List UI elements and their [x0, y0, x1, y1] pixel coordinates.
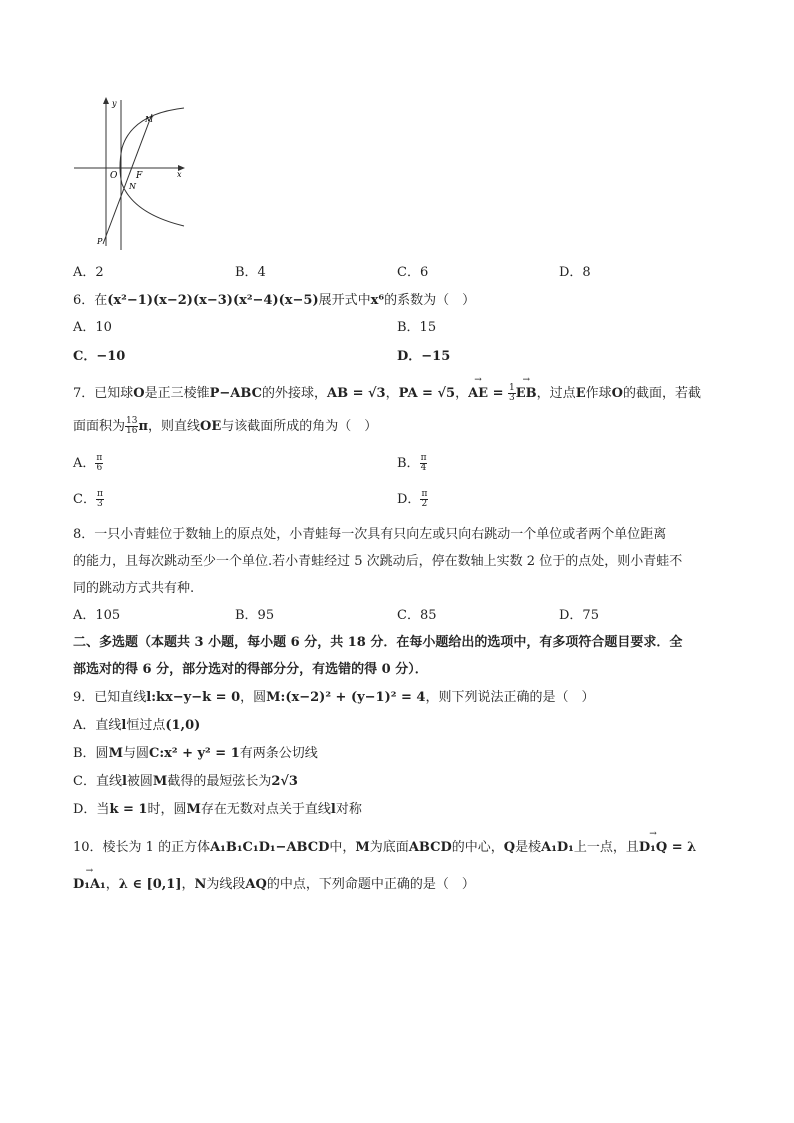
q7-pa: PA = √5: [398, 386, 456, 401]
q7-sphere-o: O: [611, 386, 623, 401]
q6-option-c[interactable]: C．−10: [73, 349, 126, 364]
label-o: O: [110, 171, 118, 181]
q6-stem: [73, 289, 475, 308]
q6-option-a[interactable]: A．10: [73, 320, 112, 335]
q8-stem-line2: 的能力，且每次跳动至少一个单位.若小青蛙经过 5 次跳动后，停在数轴上实数 2 位于的点处，则小青蛙不: [73, 554, 683, 569]
q7-text: ，则直线: [147, 419, 200, 434]
q9-stem: [73, 686, 594, 705]
label-m: M: [145, 115, 154, 124]
q5-option-b[interactable]: B．4: [235, 265, 266, 280]
q7-equals: =: [488, 386, 509, 401]
q6-expression: (x²−1)(x−2)(x−3)(x²−4)(x−5): [107, 293, 319, 308]
q5-option-a[interactable]: A．2: [73, 265, 104, 280]
q8-option-a[interactable]: A．105: [73, 608, 121, 623]
q9-option-b[interactable]: B．圆M与圆C:x² + y² = 1有两条公切线: [73, 746, 318, 761]
q9-option-c[interactable]: C．直线l被圆M截得的最短弦长为2√3: [73, 774, 298, 789]
parabola-figure: [66, 94, 190, 250]
label-x: x: [177, 170, 182, 179]
q8-stem-line3: 同的跳动方式共有种.: [73, 581, 195, 596]
q5-option-d[interactable]: D．8: [559, 265, 591, 280]
label-f: F: [136, 171, 143, 181]
q8-option-c[interactable]: C．85: [397, 608, 437, 623]
q7-text: 与该截面所成的角为（ ）: [221, 419, 378, 434]
q7-text: 的截面，若截: [622, 386, 701, 401]
q9-circle-equation: M:(x−2)² + (y−1)² = 4: [266, 690, 426, 705]
q7-text: 是正三棱锥: [144, 386, 210, 401]
q7-pi: π: [138, 419, 148, 434]
label-y: y: [112, 99, 117, 108]
section2-heading-line2: 部选对的得 6 分，部分选对的得部分分，有选错的得 0 分）．: [73, 662, 428, 677]
q7-option-d[interactable]: D． $\frac{\pi}{2}$: [397, 489, 428, 509]
q7-ab: AB = √3: [326, 386, 386, 401]
q9-option-d[interactable]: D．当k = 1时，圆M存在无数对点关于直线l对称: [73, 802, 362, 817]
q7-area-fraction: $\frac{13}{16}$: [126, 416, 138, 436]
q6-suffix: 的系数为（ ）: [384, 293, 476, 308]
q7-text: ，过点: [536, 386, 576, 401]
label-p: P: [97, 237, 103, 246]
section2-heading-line1: 二、多选题（本题共 3 小题，每小题 6 分，共 18 分．在每小题给出的选项中，有多项符合题目要求．全: [73, 635, 683, 650]
q7-vector-ae: → AE: [468, 386, 488, 401]
q9-text: ，圆: [240, 690, 267, 705]
q9-text: 9．已知直线: [73, 690, 147, 705]
q6-option-d[interactable]: D．−15: [397, 349, 451, 364]
q7-text: 7．已知球: [73, 386, 134, 401]
q9-text: ，则下列说法正确的是（ ）: [425, 690, 595, 705]
q7-line-oe: OE: [200, 419, 222, 434]
q7-text: 面面积为: [73, 419, 126, 434]
q5-option-c[interactable]: C．6: [397, 265, 429, 280]
q7-option-a[interactable]: A． $\frac{\pi}{6}$: [73, 453, 103, 473]
label-n: N: [129, 182, 136, 191]
q10-cube: A₁B₁C₁D₁−ABCD: [210, 840, 330, 855]
q8-option-d[interactable]: D．75: [559, 608, 599, 623]
y-axis-arrow: [103, 97, 109, 104]
q7-pyramid: P−ABC: [209, 386, 262, 401]
q10-stem-line2: → D₁A₁，λ ∈ [0,1]，N为线段AQ的中点，下列命题中正确的是（ ）: [73, 873, 475, 892]
q6-option-b[interactable]: B．15: [397, 320, 437, 335]
q10-vector-d1a1: → D₁A₁: [73, 877, 106, 892]
q8-stem-line1: 8．一只小青蛙位于数轴上的原点处，小青蛙每一次具有只向左或只向右跳动一个单位或者两个单位距离: [73, 527, 667, 542]
q7-text: 的外接球，: [261, 386, 327, 401]
q7-text: 作球: [585, 386, 612, 401]
q7-option-c[interactable]: C． $\frac{\pi}{3}$: [73, 489, 103, 509]
q7-option-b[interactable]: B． $\frac{\pi}{4}$: [397, 453, 427, 473]
q7-vector-eb: → EB: [516, 386, 537, 401]
q7-fraction: $\frac{1}{3}$: [509, 383, 515, 403]
q10-stem-line1: 10．棱长为 1 的正方体A₁B₁C₁D₁−ABCD中，M为底面ABCD的中心，Q是棱A₁D₁上一点，且→ D₁Q = λ: [73, 836, 696, 855]
parabola-curve: [120, 108, 184, 226]
q10-vector-d1q: → D₁Q: [639, 840, 667, 855]
q7-stem-line2: [73, 415, 377, 436]
q8-option-b[interactable]: B．95: [235, 608, 275, 623]
q7-point-e: E: [575, 386, 586, 401]
q6-prefix: 6．在: [73, 293, 108, 308]
q9-line-equation: l:kx−y−k = 0: [146, 690, 241, 705]
q7-stem-line1: 7．已知球O是正三棱锥P−ABC的外接球，AB = √3，PA = √5，→ AE = $\frac{1}{3}$ → EB，过点E作球O的截面，若截: [73, 382, 701, 403]
q7-sphere-o: O: [133, 386, 145, 401]
q6-mid: 展开式中: [318, 293, 371, 308]
q9-option-a[interactable]: A．直线l恒过点(1,0): [73, 718, 201, 733]
q6-term: x⁶: [370, 293, 385, 308]
